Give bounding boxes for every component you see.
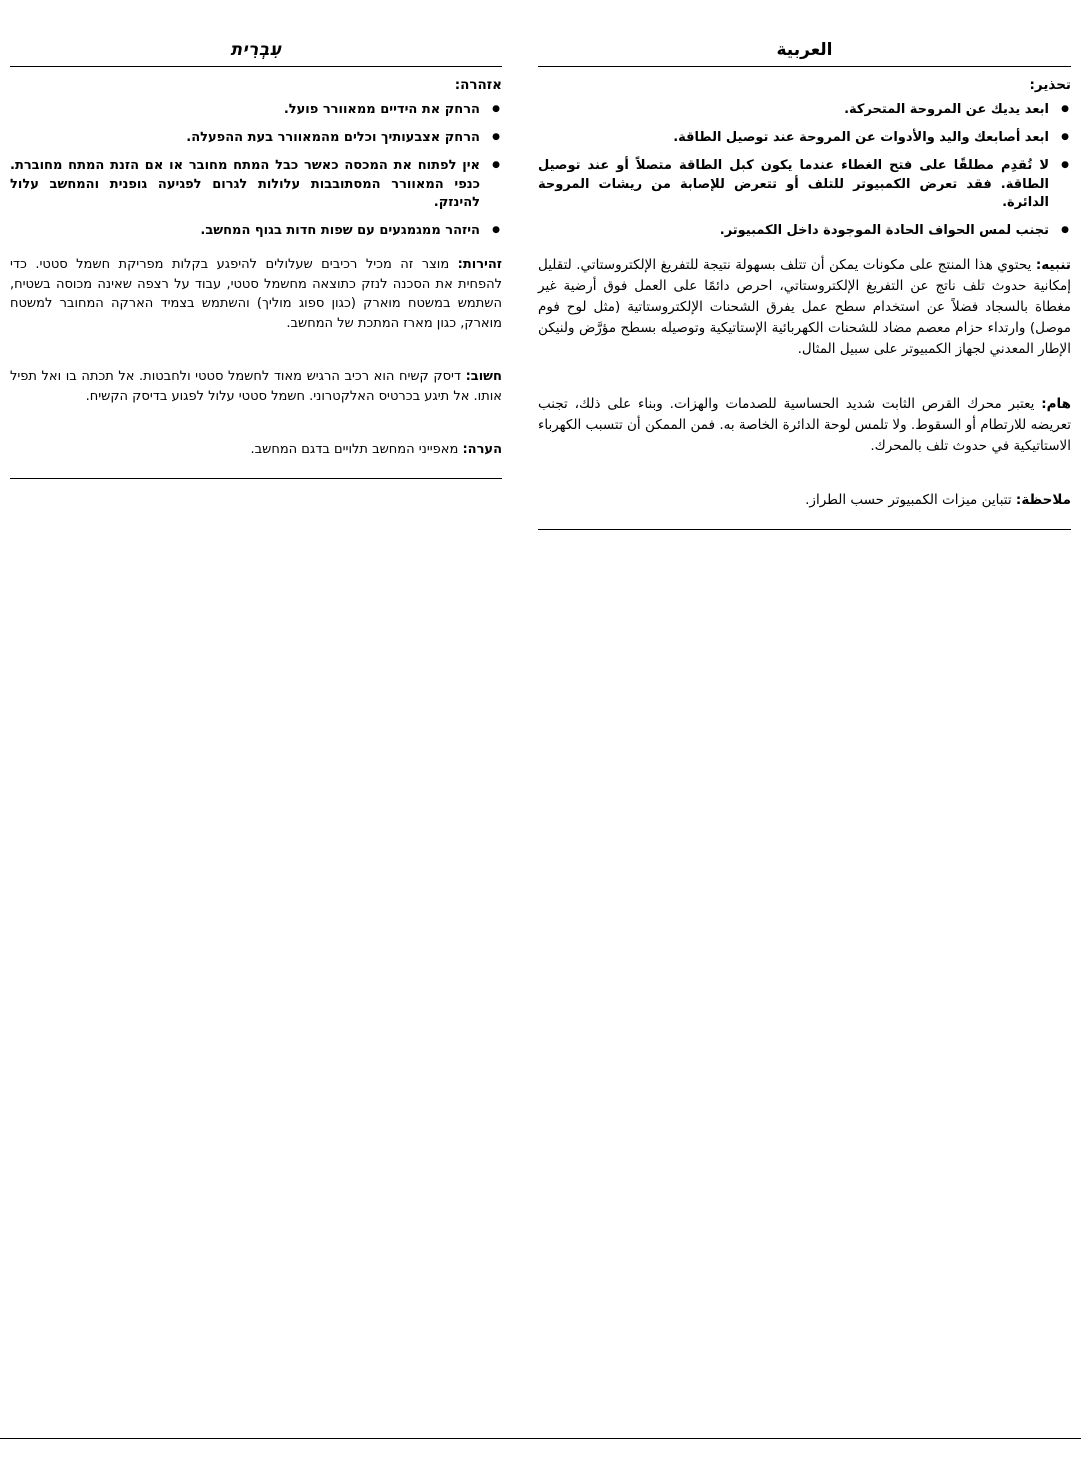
arabic-caution-label: تنبيه: [1035,257,1071,274]
arabic-important-note [538,394,1071,457]
list-item: ● היזהר ממגמגעים עם שפות חדות בגוף המחשב. [10,222,502,241]
hebrew-important-label: חשוב: [465,369,502,385]
arabic-remark-label: ملاحظة: [1015,492,1071,509]
hebrew-remark-note [10,440,502,460]
hebrew-column [0,40,520,530]
hebrew-column-bottom-rule [10,478,502,479]
arabic-warning-list [538,101,1071,241]
arabic-column-title: العربية [538,40,1071,67]
list-item: ● ابعد يديك عن المروحة المتحركة. [538,101,1071,120]
hebrew-column-title: עִבְרִית [10,40,502,67]
arabic-warning-heading: تحذير: [1029,77,1071,93]
arabic-important-label: هام: [1041,395,1071,412]
arabic-remark-note [538,490,1071,511]
arabic-caution-text: يحتوي هذا المنتج على مكونات يمكن أن تتلف بسهولة نتيجة للتفريغ الإلكتروستاتي. لتقليل إمكانية حدوث تلف ناتج عن التفريغ الإلكتروستاتي، احرص دائمًا على العمل فوق أرضية غير مغطاة بالسجاد فضلاً عن استخدام سطح عمل يفرق الشحنات الإلكتروستاتية (مثل لوح فوم موصل) وارتداء حزام معصم مضاد للشحنات الكهربائية الإستاتيكية وتوصيله بسطح مؤرَّض ولنيكن الإطار المعدني لجهاز الكمبيوتر على سبيل المثال. [538,257,1071,357]
arabic-column-bottom-rule [538,529,1071,530]
hebrew-warning-heading: אזהרה: [454,77,502,93]
hebrew-remark-text: מאפייני המחשב תלויים בדגם המחשב. [250,442,459,458]
two-column-body [0,40,1081,530]
hebrew-remark-label: הערה: [462,442,502,458]
list-item: ● אין לפתוח את המכסה כאשר כבל המתח מחובר או אם הזנת המתח מחוברת. כנפי המאוורר המסתובבות עלולות לגרום לפגיעה גופנית והמחשב עלול להינזק. [10,157,502,214]
list-item: ● הרחק אצבעותיך וכלים מהמאוורר בעת ההפעלה. [10,129,502,148]
hebrew-warning-list [10,101,502,241]
list-item: ● لا تُقدِم مطلقًا على فتح الغطاء عندما يكون كبل الطاقة متصلاً أو عند توصيل الطاقة. فقد تعرض الكمبيوتر للتلف أو تتعرض للإصابة من ريشات المروحة الدائرة. [538,157,1071,214]
page-bottom-rule [0,1438,1081,1439]
arabic-column [520,40,1081,530]
hebrew-caution-label: זהירות: [457,257,502,273]
arabic-caution-note [538,255,1071,360]
arabic-important-text: يعتبر محرك القرص الثابت شديد الحساسية للصدمات والهزات. وبناء على ذلك، تجنب تعريضه للارتطام أو السقوط. ولا تلمس لوحة الدائرة الخاصة به. فمن الممكن أن تتسبب الكهرباء الاستاتيكية في حدوث تلف بالمحرك. [538,395,1071,454]
list-item: ● ابعد أصابعك واليد والأدوات عن المروحة عند توصيل الطاقة. [538,129,1071,148]
arabic-remark-text: تتباين ميزات الكمبيوتر حسب الطراز. [805,492,1012,509]
list-item: ● הרחק את הידיים ממאוורר פועל. [10,101,502,120]
hebrew-important-note [10,367,502,406]
hebrew-important-text: דיסק קשיח הוא רכיב הרגיש מאוד לחשמל סטטי ולחבטות. אל תכתה בו ואל תפיל אותו. אל תיגע בכרטיס האלקטרוני. חשמל סטטי עלול לפגוע בדיסק הקשיח. [10,369,502,404]
hebrew-caution-text: מוצר זה מכיל רכיבים שעלולים להיפגע בקלות מפריקת חשמל סטטי. כדי להפחית את הסכנה לנזק כתוצאה מחשמל סטטי, עבוד על רצפה שאינה מכוסה בשטיח, השתמש במשטח מוארק (כגון ספוג מוליך) והשתמש בצמיד הארקה המחובר למשטח מוארק, כגון מארז המתכת של המחשב. [10,257,502,331]
hebrew-caution-note [10,255,502,333]
list-item: ● تجنب لمس الحواف الحادة الموجودة داخل الكمبيوتر. [538,222,1071,241]
